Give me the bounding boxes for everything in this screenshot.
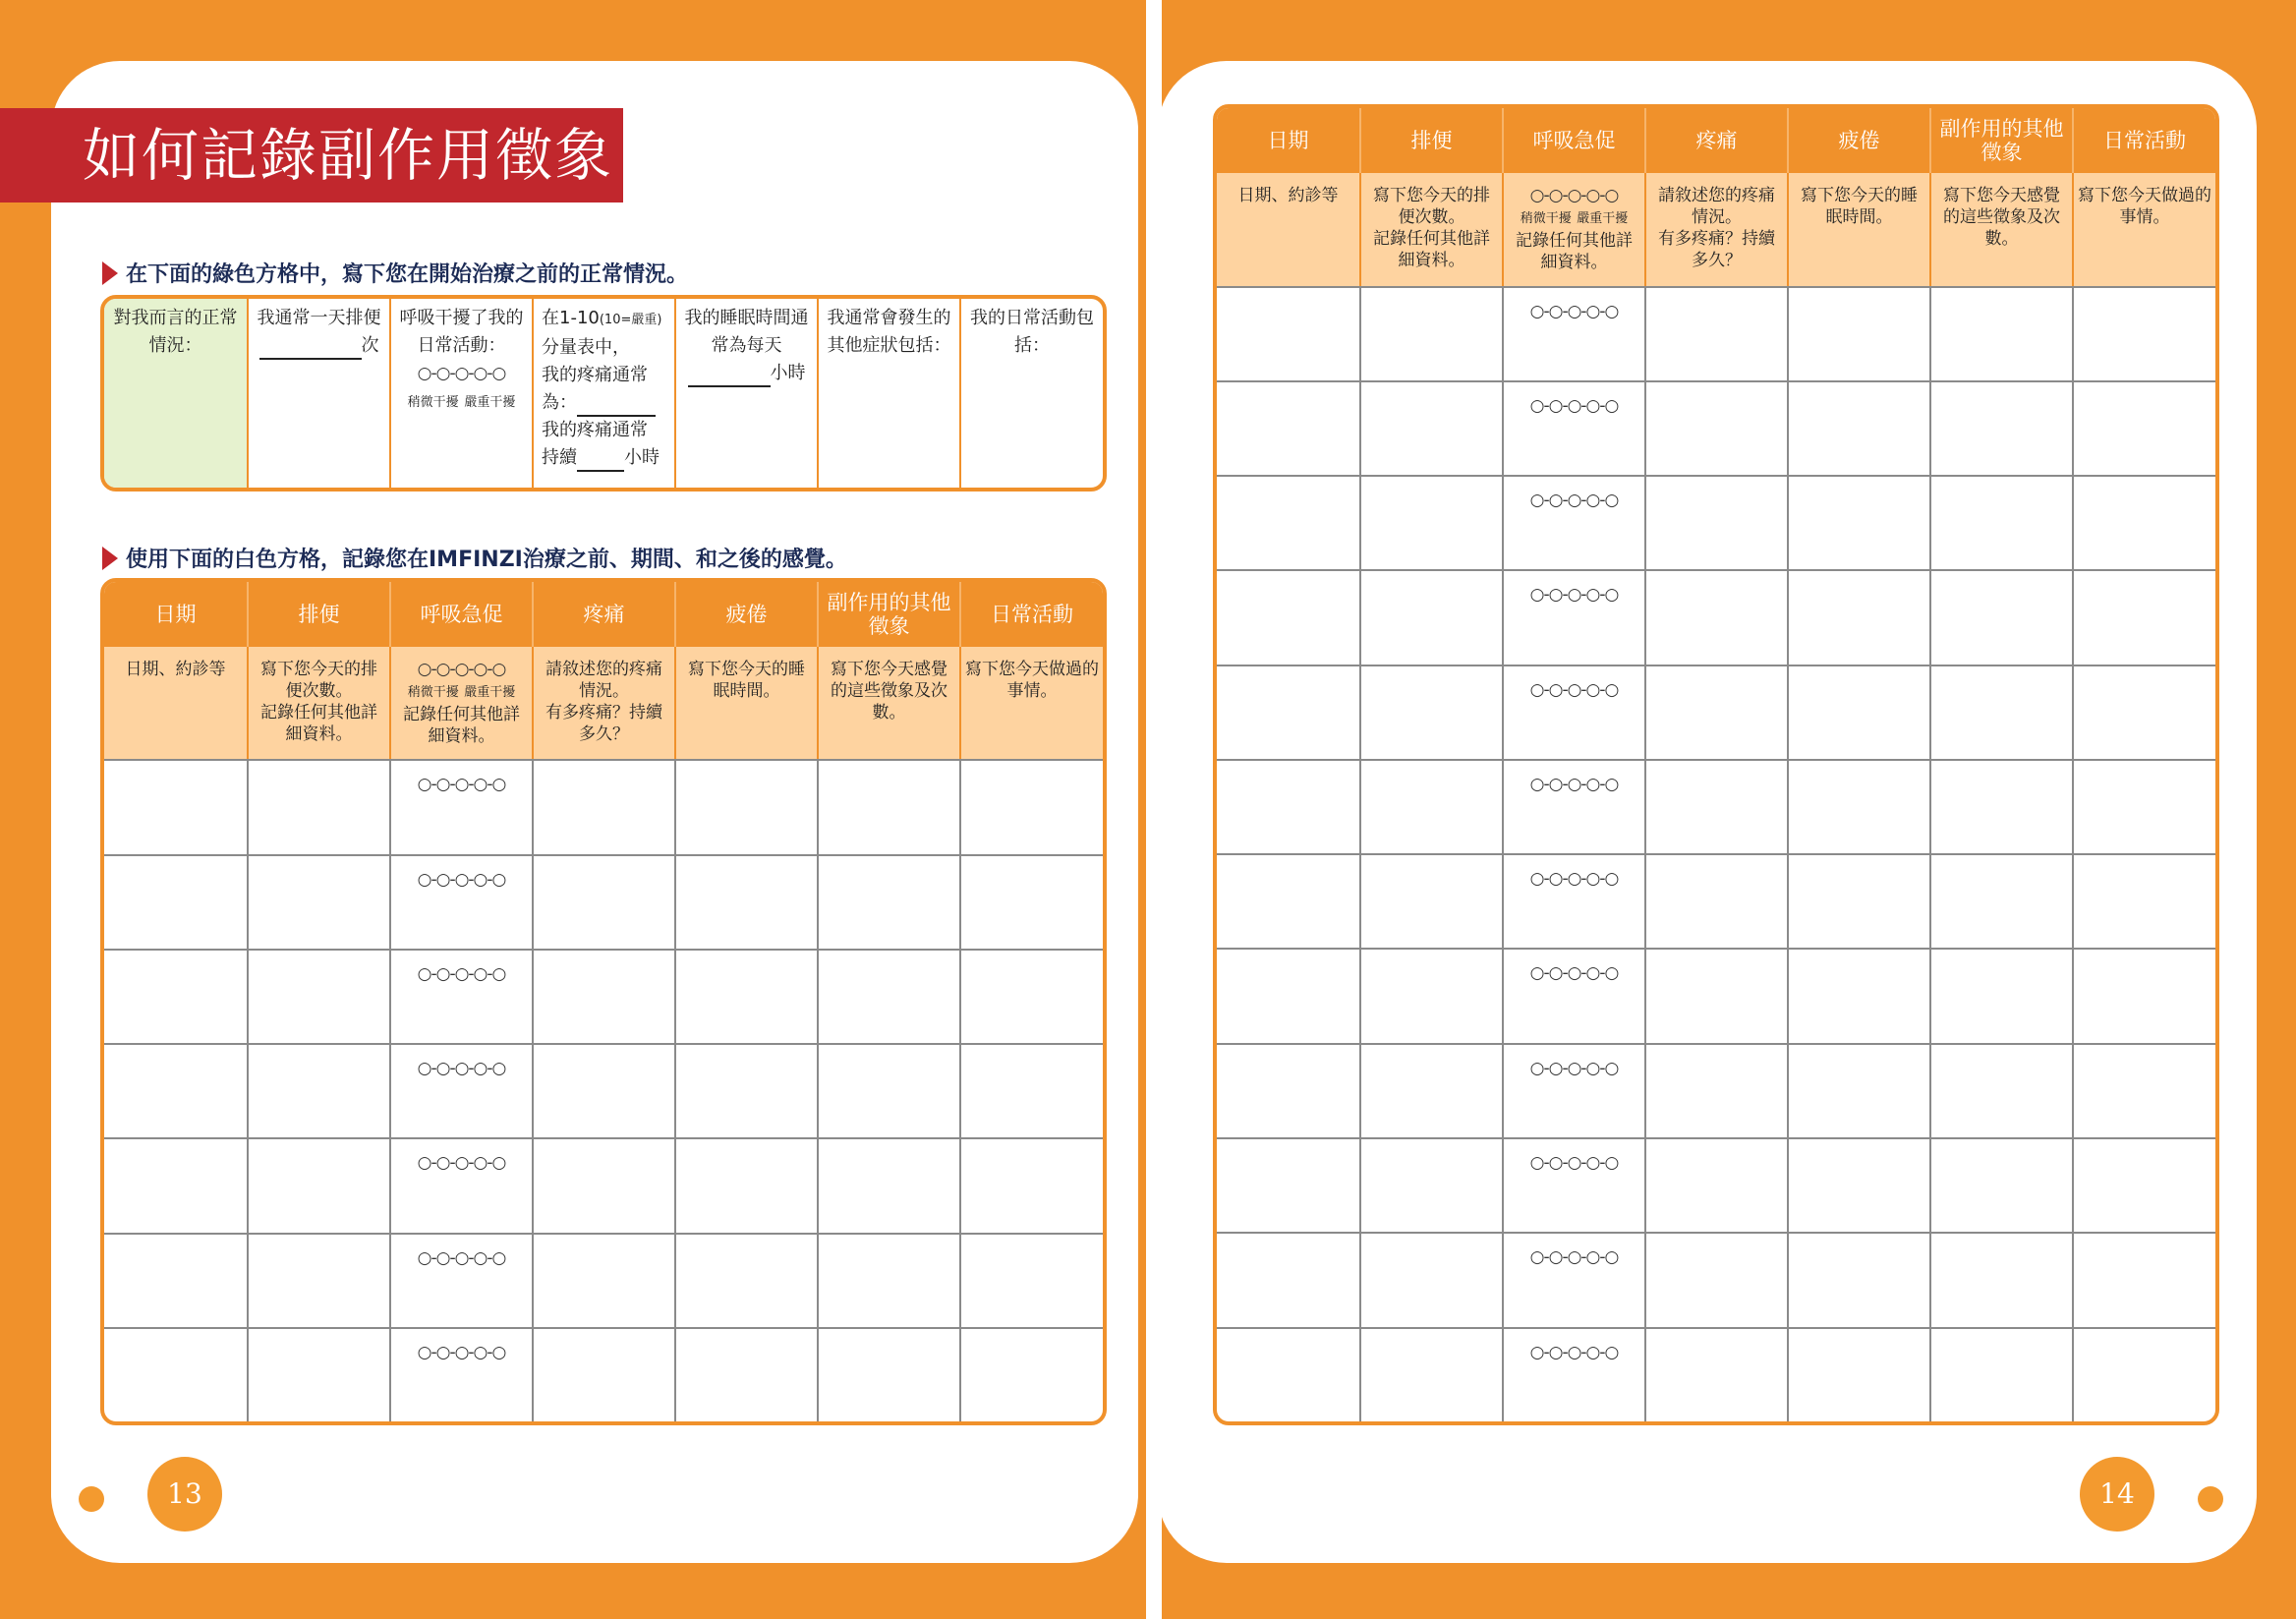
desc-activities-text: 寫下您今天做過的事情。 — [2078, 186, 2211, 228]
entry-cell-date[interactable] — [104, 1043, 247, 1137]
entry-cell-breath[interactable] — [1502, 665, 1644, 759]
entry-cell-activities[interactable] — [2072, 1327, 2215, 1421]
bowel-prompt: 我通常一天排便 — [257, 308, 381, 328]
entry-cell-breath[interactable] — [389, 949, 532, 1043]
entry-cell-bowel[interactable] — [1359, 1137, 1502, 1232]
breath-scale-dots[interactable]: ○-○-○-○-○ — [1529, 585, 1619, 606]
entry-cell-pain[interactable] — [1644, 1043, 1787, 1137]
header-fatigue: 疲倦 — [674, 582, 817, 647]
section-marker-icon — [102, 261, 118, 285]
desc-pain-duration: 有多疼痛？持續多久？ — [545, 703, 662, 745]
entry-cell-other[interactable] — [1929, 853, 2072, 948]
entry-cell-bowel[interactable] — [1359, 475, 1502, 569]
entry-cell-bowel[interactable] — [1359, 948, 1502, 1042]
entry-cell-other[interactable] — [1929, 948, 2072, 1042]
entry-cell-pain[interactable] — [532, 1043, 674, 1137]
entry-cell-pain[interactable] — [1644, 1137, 1787, 1232]
entry-cell-other[interactable] — [817, 949, 959, 1043]
desc-fatigue — [1787, 173, 1929, 285]
entry-cell-other[interactable] — [817, 1327, 959, 1421]
table-row — [1217, 1232, 2215, 1326]
desc-fatigue-text: 寫下您今天的睡眠時間。 — [688, 660, 805, 702]
desc-scale-high: 嚴重干擾 — [1577, 211, 1629, 227]
breath-prompt: 呼吸干擾了我的日常活動： — [399, 308, 524, 356]
breath-scale-dots[interactable]: ○-○-○-○-○ — [417, 775, 506, 795]
table-row — [1217, 948, 2215, 1042]
entry-cell-date[interactable] — [104, 1137, 247, 1232]
breath-scale-dots[interactable]: ○-○-○-○-○ — [1529, 963, 1619, 984]
header-bowel: 排便 — [1359, 108, 1502, 173]
entry-cell-other[interactable] — [1929, 475, 2072, 569]
normal-label-text: 對我而言的正常情況： — [113, 308, 238, 356]
header-date: 日期 — [1217, 108, 1359, 173]
entry-cell-breath[interactable] — [1502, 1232, 1644, 1326]
header-bowel: 排便 — [247, 582, 389, 647]
normal-cell-sleep[interactable] — [674, 299, 817, 488]
entry-cell-bowel[interactable] — [1359, 1043, 1502, 1137]
normal-cell-pain[interactable] — [532, 299, 674, 488]
entry-cell-breath[interactable] — [1502, 1327, 1644, 1421]
entry-cell-breath[interactable] — [1502, 1137, 1644, 1232]
entry-cell-date[interactable] — [1217, 1327, 1359, 1421]
breath-scale-dots[interactable]: ○-○-○-○-○ — [1529, 1153, 1619, 1174]
entry-cell-fatigue[interactable] — [1787, 286, 1929, 380]
breath-scale-dots[interactable]: ○-○-○-○-○ — [417, 364, 506, 383]
header-breath: 呼吸急促 — [1502, 108, 1644, 173]
table-row — [1217, 1327, 2215, 1421]
entry-cell-breath[interactable] — [389, 1043, 532, 1137]
desc-details-text: 記錄任何其他詳細資料。 — [1516, 231, 1633, 273]
entry-cell-breath[interactable] — [1502, 286, 1644, 380]
entry-cell-date[interactable] — [1217, 759, 1359, 853]
entry-cell-bowel[interactable] — [1359, 1232, 1502, 1326]
entry-cell-pain[interactable] — [1644, 1232, 1787, 1326]
entry-cell-other[interactable] — [817, 1043, 959, 1137]
entry-cell-activities[interactable] — [959, 1327, 1103, 1421]
entry-cell-pain[interactable] — [1644, 286, 1787, 380]
entry-cell-date[interactable] — [1217, 1137, 1359, 1232]
entry-cell-bowel[interactable] — [1359, 665, 1502, 759]
breath-scale-dots[interactable]: ○-○-○-○-○ — [1529, 395, 1619, 416]
entry-cell-fatigue[interactable] — [1787, 948, 1929, 1042]
entry-cell-fatigue[interactable] — [674, 1137, 817, 1232]
page-title: 如何記錄副作用徵象 — [0, 108, 623, 202]
entry-cell-fatigue[interactable] — [1787, 1232, 1929, 1326]
entry-cell-fatigue[interactable] — [674, 949, 817, 1043]
entry-cell-pain[interactable] — [532, 949, 674, 1043]
section-marker-icon — [102, 547, 118, 570]
entry-cell-activities[interactable] — [959, 949, 1103, 1043]
bowel-blank[interactable] — [259, 340, 362, 360]
entry-cell-bowel[interactable] — [247, 854, 389, 949]
desc-date — [1217, 173, 1359, 285]
breath-scale-dots[interactable]: ○-○-○-○-○ — [417, 1247, 506, 1268]
pain-scale-range: 在1-10 — [542, 308, 600, 328]
entry-cell-date[interactable] — [104, 1327, 247, 1421]
entry-cell-activities[interactable] — [2072, 759, 2215, 853]
section2-heading-text: 使用下面的白色方格，記錄您在IMFINZI治療之前、期間、和之後的感覺。 — [126, 548, 847, 572]
entry-cell-bowel[interactable] — [247, 759, 389, 853]
entry-cell-date[interactable] — [1217, 948, 1359, 1042]
entry-cell-activities[interactable] — [959, 759, 1103, 853]
symptoms-prompt: 我通常會發生的其他症狀包括： — [827, 308, 951, 356]
decorative-dot — [2198, 1486, 2223, 1512]
entry-cell-fatigue[interactable] — [674, 1233, 817, 1327]
desc-activities — [959, 647, 1103, 759]
sleep-prompt: 我的睡眠時間通常為每天 — [684, 308, 809, 356]
entry-cell-bowel[interactable] — [247, 1043, 389, 1137]
entry-cell-breath[interactable] — [389, 1327, 532, 1421]
table-row — [1217, 853, 2215, 948]
entry-cell-date[interactable] — [1217, 475, 1359, 569]
entry-cell-pain[interactable] — [532, 1137, 674, 1232]
entry-cell-fatigue[interactable] — [674, 1327, 817, 1421]
entry-cell-other[interactable] — [817, 759, 959, 853]
entry-cell-breath[interactable] — [1502, 569, 1644, 664]
header-activities: 日常活動 — [959, 582, 1103, 647]
entry-cell-fatigue[interactable] — [674, 1043, 817, 1137]
entry-cell-other[interactable] — [1929, 1137, 2072, 1232]
desc-scale-high: 嚴重干擾 — [464, 685, 516, 701]
pain-scale-text: 分量表中， — [542, 337, 630, 358]
header-other: 副作用的其他徵象 — [817, 582, 959, 647]
entry-cell-breath[interactable] — [1502, 380, 1644, 475]
desc-bowel — [1359, 173, 1502, 285]
table-row — [104, 1043, 1103, 1137]
entry-cell-fatigue[interactable] — [674, 759, 817, 853]
entry-cell-activities[interactable] — [959, 1043, 1103, 1137]
section1-heading — [102, 258, 688, 288]
bowel-unit: 次 — [361, 335, 379, 356]
entry-cell-bowel[interactable] — [247, 949, 389, 1043]
table-row — [104, 949, 1103, 1043]
entry-cell-activities[interactable] — [2072, 1043, 2215, 1137]
breath-scale-dots[interactable]: ○-○-○-○-○ — [1529, 774, 1619, 794]
entry-cell-fatigue[interactable] — [674, 854, 817, 949]
entry-cell-activities[interactable] — [2072, 286, 2215, 380]
desc-pain-text: 請敘述您的疼痛情況。 — [1658, 186, 1775, 228]
entry-cell-pain[interactable] — [1644, 569, 1787, 664]
table-row — [1217, 1137, 2215, 1232]
entry-cell-bowel[interactable] — [1359, 759, 1502, 853]
table-row — [104, 1327, 1103, 1421]
entry-cell-other[interactable] — [1929, 286, 2072, 380]
pain-duration-text: 我的疼痛通常 — [542, 420, 648, 440]
header-breath: 呼吸急促 — [389, 582, 532, 647]
entry-cell-pain[interactable] — [1644, 380, 1787, 475]
entry-cell-bowel[interactable] — [1359, 286, 1502, 380]
entry-cell-activities[interactable] — [959, 1233, 1103, 1327]
breath-scale-dots[interactable]: ○-○-○-○-○ — [1529, 679, 1619, 700]
pain-blank[interactable] — [577, 397, 656, 417]
scale-high-label: 嚴重干擾 — [464, 395, 516, 410]
side-effect-log-left — [100, 578, 1107, 1425]
entry-cell-breath[interactable] — [1502, 1043, 1644, 1137]
table-row — [1217, 665, 2215, 759]
entry-cell-bowel[interactable] — [1359, 853, 1502, 948]
entry-cell-activities[interactable] — [959, 1137, 1103, 1232]
page-number-left: 13 — [147, 1457, 222, 1532]
breath-scale-dots[interactable]: ○-○-○-○-○ — [417, 1342, 506, 1362]
entry-cell-pain[interactable] — [1644, 759, 1787, 853]
entry-cell-bowel[interactable] — [247, 1327, 389, 1421]
pain-lasts-text: 持續 — [542, 447, 577, 468]
entry-cell-fatigue[interactable] — [1787, 759, 1929, 853]
entry-cell-fatigue[interactable] — [1787, 665, 1929, 759]
desc-activities — [2072, 173, 2215, 285]
pain-hours-blank[interactable] — [577, 452, 624, 472]
entry-cell-other[interactable] — [1929, 665, 2072, 759]
desc-pain — [1644, 173, 1787, 285]
breath-scale-dots[interactable]: ○-○-○-○-○ — [417, 1153, 506, 1174]
desc-pain-duration: 有多疼痛？持續多久？ — [1658, 229, 1775, 271]
desc-scale-low: 稍微干擾 — [1520, 211, 1572, 227]
entry-cell-date[interactable] — [104, 1233, 247, 1327]
table-row — [104, 759, 1103, 853]
desc-other-text: 寫下您今天感覺的這些徵象及次數。 — [1943, 186, 2060, 250]
desc-details-text: 記錄任何其他詳細資料。 — [260, 703, 377, 745]
entry-cell-other[interactable] — [1929, 759, 2072, 853]
section2-heading — [102, 543, 847, 573]
sleep-unit: 小時 — [770, 363, 806, 383]
entry-cell-date[interactable] — [1217, 665, 1359, 759]
entry-cell-bowel[interactable] — [1359, 1327, 1502, 1421]
side-effect-log-right — [1213, 104, 2219, 1425]
table-row — [1217, 380, 2215, 475]
header-other: 副作用的其他徵象 — [1929, 108, 2072, 173]
desc-fatigue-text: 寫下您今天的睡眠時間。 — [1801, 186, 1918, 228]
entry-cell-other[interactable] — [817, 854, 959, 949]
scale-low-label: 稍微干擾 — [407, 395, 459, 410]
desc-other — [1929, 173, 2072, 285]
breath-scale-dots[interactable]: ○-○-○-○-○ — [417, 1059, 506, 1079]
entry-cell-breath[interactable] — [1502, 475, 1644, 569]
normal-cell-symptoms[interactable] — [817, 299, 959, 488]
entry-cell-activities[interactable] — [2072, 665, 2215, 759]
entry-cell-other[interactable] — [1929, 380, 2072, 475]
desc-bowel-text: 寫下您今天的排便次數。 — [1373, 186, 1490, 228]
desc-breath — [1502, 173, 1644, 285]
sleep-blank[interactable] — [688, 368, 771, 387]
desc-other — [817, 647, 959, 759]
desc-breath — [389, 647, 532, 759]
entry-cell-activities[interactable] — [2072, 380, 2215, 475]
header-fatigue: 疲倦 — [1787, 108, 1929, 173]
entry-cell-breath[interactable] — [389, 1233, 532, 1327]
desc-bowel — [247, 647, 389, 759]
desc-date-text: 日期、約診等 — [1237, 186, 1339, 206]
normal-conditions-table — [100, 295, 1107, 491]
entry-cell-fatigue[interactable] — [1787, 1137, 1929, 1232]
entry-cell-pain[interactable] — [532, 854, 674, 949]
desc-other-text: 寫下您今天感覺的這些徵象及次數。 — [831, 660, 947, 723]
table-row — [104, 1137, 1103, 1232]
entry-cell-date[interactable] — [1217, 380, 1359, 475]
header-activities: 日常活動 — [2072, 108, 2215, 173]
desc-activities-text: 寫下您今天做過的事情。 — [965, 660, 1099, 702]
table-row — [104, 854, 1103, 949]
entry-cell-fatigue[interactable] — [1787, 380, 1929, 475]
entry-cell-activities[interactable] — [2072, 948, 2215, 1042]
entry-cell-date[interactable] — [104, 949, 247, 1043]
entry-cell-breath[interactable] — [389, 1137, 532, 1232]
breath-scale-dots[interactable]: ○-○-○-○-○ — [417, 963, 506, 984]
entry-cell-fatigue[interactable] — [1787, 569, 1929, 664]
header-pain: 疼痛 — [1644, 108, 1787, 173]
entry-cell-pain[interactable] — [532, 1233, 674, 1327]
entry-cell-pain[interactable] — [1644, 475, 1787, 569]
desc-bowel-text: 寫下您今天的排便次數。 — [260, 660, 377, 702]
activities-prompt: 我的日常活動包括： — [970, 308, 1094, 356]
table-row — [1217, 569, 2215, 664]
pain-hours-unit: 小時 — [624, 447, 660, 468]
entry-cell-date[interactable] — [104, 759, 247, 853]
entry-cell-other[interactable] — [1929, 1327, 2072, 1421]
table-row — [1217, 1043, 2215, 1137]
entry-cell-fatigue[interactable] — [1787, 1043, 1929, 1137]
table-row — [1217, 286, 2215, 380]
desc-details-text: 記錄任何其他詳細資料。 — [1373, 229, 1490, 271]
desc-fatigue — [674, 647, 817, 759]
header-date: 日期 — [104, 582, 247, 647]
page-number-right: 14 — [2080, 1457, 2154, 1532]
desc-scale-low: 稍微干擾 — [407, 685, 459, 701]
breath-scale-dots[interactable]: ○-○-○-○-○ — [1529, 491, 1619, 511]
decorative-dot — [79, 1486, 104, 1512]
entry-cell-activities[interactable] — [2072, 475, 2215, 569]
normal-cell-label — [104, 299, 247, 488]
desc-pain-text: 請敘述您的疼痛情況。 — [545, 660, 662, 702]
breath-scale-dots[interactable]: ○-○-○-○-○ — [1529, 1247, 1619, 1268]
entry-cell-breath[interactable] — [389, 854, 532, 949]
normal-cell-breath[interactable] — [389, 299, 532, 488]
normal-cell-bowel[interactable] — [247, 299, 389, 488]
entry-cell-other[interactable] — [817, 1233, 959, 1327]
entry-cell-pain[interactable] — [1644, 665, 1787, 759]
entry-cell-pain[interactable] — [1644, 948, 1787, 1042]
entry-cell-breath[interactable] — [1502, 948, 1644, 1042]
pain-usual-text: 我的疼痛通常為： — [542, 365, 648, 413]
entry-cell-breath[interactable] — [1502, 759, 1644, 853]
entry-cell-pain[interactable] — [1644, 1327, 1787, 1421]
desc-pain — [532, 647, 674, 759]
desc-details-text: 記錄任何其他詳細資料。 — [403, 705, 520, 747]
entry-cell-pain[interactable] — [532, 1327, 674, 1421]
entry-cell-activities[interactable] — [2072, 1137, 2215, 1232]
entry-cell-activities[interactable] — [2072, 853, 2215, 948]
entry-cell-activities[interactable] — [959, 854, 1103, 949]
table-row — [104, 1233, 1103, 1327]
entry-cell-bowel[interactable] — [247, 1233, 389, 1327]
entry-cell-fatigue[interactable] — [1787, 475, 1929, 569]
entry-cell-other[interactable] — [1929, 569, 2072, 664]
entry-cell-bowel[interactable] — [1359, 380, 1502, 475]
entry-cell-fatigue[interactable] — [1787, 853, 1929, 948]
breath-scale-dots[interactable]: ○-○-○-○-○ — [1529, 1058, 1619, 1078]
entry-cell-date[interactable] — [1217, 286, 1359, 380]
desc-breath-dots: ○-○-○-○-○ — [1529, 186, 1619, 206]
header-pain: 疼痛 — [532, 582, 674, 647]
entry-cell-date[interactable] — [1217, 1043, 1359, 1137]
entry-cell-activities[interactable] — [2072, 569, 2215, 664]
entry-cell-bowel[interactable] — [1359, 569, 1502, 664]
entry-cell-date[interactable] — [1217, 1232, 1359, 1326]
entry-cell-pain[interactable] — [1644, 853, 1787, 948]
desc-date-text: 日期、約診等 — [125, 660, 226, 680]
entry-cell-date[interactable] — [104, 854, 247, 949]
entry-cell-date[interactable] — [1217, 569, 1359, 664]
desc-date — [104, 647, 247, 759]
entry-cell-bowel[interactable] — [247, 1137, 389, 1232]
breath-scale-dots[interactable]: ○-○-○-○-○ — [1529, 1342, 1619, 1362]
entry-cell-other[interactable] — [1929, 1232, 2072, 1326]
table-row — [1217, 759, 2215, 853]
breath-scale-dots[interactable]: ○-○-○-○-○ — [1529, 301, 1619, 321]
table-row — [1217, 475, 2215, 569]
breath-scale-dots[interactable]: ○-○-○-○-○ — [1529, 869, 1619, 890]
entry-cell-activities[interactable] — [2072, 1232, 2215, 1326]
section1-heading-text: 在下面的綠色方格中，寫下您在開始治療之前的正常情況。 — [126, 262, 689, 287]
desc-breath-dots: ○-○-○-○-○ — [417, 660, 506, 680]
entry-cell-other[interactable] — [1929, 1043, 2072, 1137]
entry-cell-breath[interactable] — [1502, 853, 1644, 948]
entry-cell-date[interactable] — [1217, 853, 1359, 948]
entry-cell-breath[interactable] — [389, 759, 532, 853]
entry-cell-other[interactable] — [817, 1137, 959, 1232]
normal-cell-activities[interactable] — [959, 299, 1103, 488]
breath-scale-dots[interactable]: ○-○-○-○-○ — [417, 869, 506, 890]
entry-cell-pain[interactable] — [532, 759, 674, 853]
pain-scale-note: (10=嚴重) — [599, 313, 662, 327]
entry-cell-fatigue[interactable] — [1787, 1327, 1929, 1421]
